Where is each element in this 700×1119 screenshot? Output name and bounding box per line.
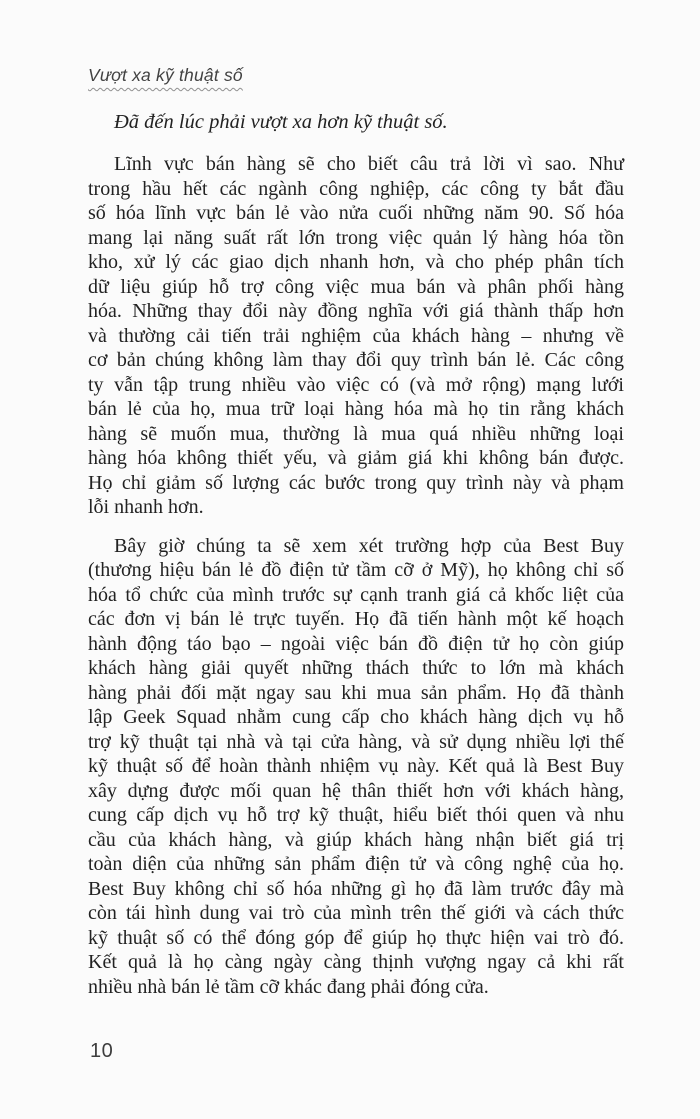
text-line: cung cấp dịch vụ hỗ trợ kỹ thuật, hiểu biết thói quen và nhu: [88, 804, 624, 826]
text-line: hóa tổ chức của mình trước sự cạnh tranh giá cả khốc liệt của: [88, 583, 624, 606]
text-line: bán lẻ của họ, mua trữ loại hàng hóa mà họ tin rằng khách: [88, 398, 624, 420]
text-line: Best Buy không chỉ số hóa những gì họ đã làm trước đây mà: [88, 877, 624, 900]
text-line: Họ chỉ giảm số lượng các bước trong quy trình này và phạm: [88, 471, 624, 494]
text-line: Bây giờ chúng ta sẽ xem xét trường hợp của Best Buy: [114, 534, 624, 557]
text-line: lỗi nhanh hơn.: [88, 496, 204, 518]
running-header: Vượt xa kỹ thuật số: [88, 65, 243, 85]
text-line: hành động táo bạo – ngoài việc bán đồ điện tử họ còn giúp: [88, 632, 624, 655]
text-line: kho, xử lý các giao dịch nhanh hơn, và cho phép phân tích: [88, 251, 624, 273]
page-number: 10: [90, 1040, 114, 1062]
text-line: mang lại năng suất rất lớn trong việc quản lý hàng hóa tồn: [88, 226, 624, 249]
text-line: dữ liệu giúp hỗ trợ công việc mua bán và phân phối hàng: [88, 275, 624, 298]
text-line: khách hàng giải quyết những thách thức to lớn mà khách: [88, 657, 624, 679]
text-line: nhiều nhà bán lẻ tầm cỡ khác đang phải đóng cửa.: [88, 975, 489, 998]
text-line: (thương hiệu bán lẻ đồ điện tử tầm cỡ ở Mỹ), họ không chỉ số: [88, 559, 624, 581]
text-line: còn tái hình dung vai trò của mình trên thế giới và cách thức: [88, 902, 624, 924]
paragraph: [88, 152, 624, 520]
text-line: kỹ thuật số để hoàn thành nhiệm vụ này. Kết quả là Best Buy: [88, 755, 624, 777]
paragraph: [88, 534, 624, 1000]
text-line: hàng phải đối mặt ngay sau khi mua sản phẩm. Họ đã thành: [88, 681, 624, 704]
text-line: ty vẫn tập trung nhiều vào việc có (và mở rộng) mạng lưới: [88, 373, 624, 396]
text-line: và thường cải tiến trải nghiệm của khách hàng – nhưng về: [88, 324, 624, 347]
text-line: hàng hóa không thiết yếu, và giảm giá khi không bán được.: [88, 447, 624, 469]
text-line: các đơn vị bán lẻ trực tuyến. Họ đã tiến hành một kế hoạch: [88, 608, 624, 630]
text-line: kỹ thuật số có thể đóng góp để giúp họ thực hiện vai trò đó.: [88, 926, 624, 949]
text-line: hàng sẽ muốn mua, thường là mua quá nhiều những loại: [88, 422, 624, 445]
epigraph-line: Đã đến lúc phải vượt xa hơn kỹ thuật số.: [114, 111, 448, 133]
text-line: hóa. Những thay đổi này đồng nghĩa với giá thành thấp hơn: [88, 300, 624, 322]
text-line: Lĩnh vực bán hàng sẽ cho biết câu trả lời vì sao. Như: [114, 153, 624, 175]
text-line: xây dựng được mối quan hệ thân thiết hơn với khách hàng,: [88, 779, 624, 802]
text-line: cầu của khách hàng, và giúp khách hàng nhận biết giá trị: [88, 828, 624, 851]
text-line: lập Geek Squad nhằm cung cấp cho khách hàng dịch vụ hỗ: [88, 706, 624, 728]
text-line: trợ kỹ thuật tại nhà và tại cửa hàng, và sử dụng nhiều lợi thế: [88, 730, 624, 753]
body-text: [88, 152, 624, 999]
text-line: toàn diện của những sản phẩm điện tử và công nghệ của họ.: [88, 853, 624, 875]
text-line: cơ bản chúng không làm thay đổi quy trình bán lẻ. Các công: [88, 349, 624, 371]
text-line: trong hầu hết các ngành công nghiệp, các công ty bắt đầu: [88, 177, 624, 200]
text-line: Kết quả là họ càng ngày càng thịnh vượng ngay cả khi rất: [88, 951, 624, 973]
text-line: số hóa lĩnh vực bán lẻ vào nửa cuối những năm 90. Số hóa: [88, 202, 624, 224]
